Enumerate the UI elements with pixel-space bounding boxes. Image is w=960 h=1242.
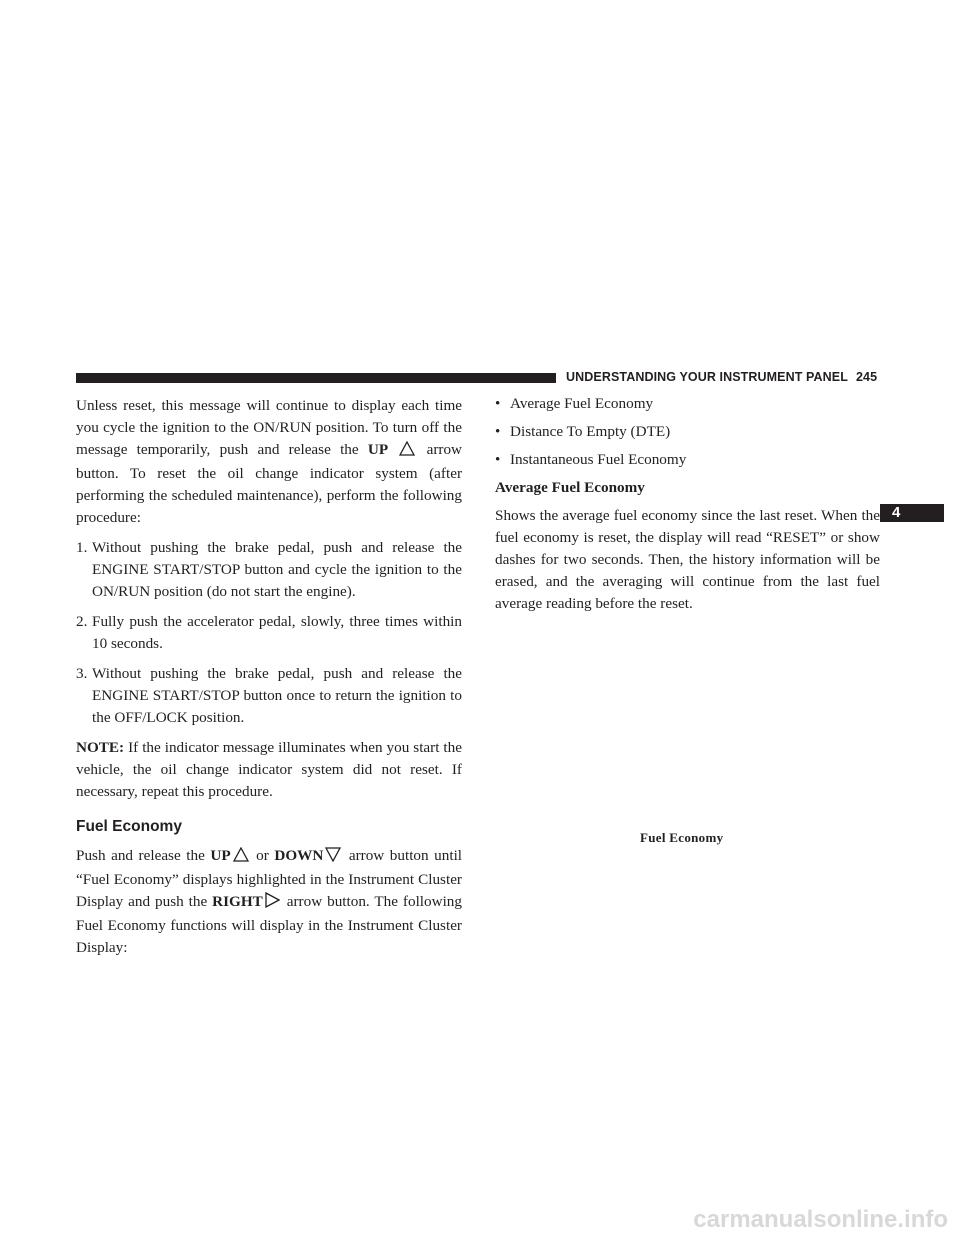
up-triangle-icon (233, 847, 249, 869)
fuel-functions-list (495, 393, 880, 471)
page-number: 245 (855, 370, 878, 384)
left-column (76, 395, 462, 959)
list-item: • Average Fuel Economy (495, 395, 654, 412)
intro-text-a: Unless reset, this message will continue to display each time you cycle the ignition to the ON/RUN position. To turn off the message temporarily, push and release the (76, 397, 462, 458)
chapter-tab: 4 (880, 504, 944, 522)
note-paragraph (76, 737, 462, 803)
note-label: NOTE: (76, 739, 125, 756)
list-item: • Distance To Empty (DTE) (495, 423, 671, 440)
list-item: 2. Fully push the accelerator pedal, slowly, three times within 10 seconds. (76, 613, 462, 652)
right-column (495, 393, 880, 615)
header-rule (76, 373, 556, 383)
list-item: 1. Without pushing the brake pedal, push and release the ENGINE START/STOP button and cycle the ignition to the ON/RUN position (do not start the engine). (76, 539, 462, 600)
average-fuel-economy-paragraph: Shows the average fuel economy since the last reset. When the fuel economy is reset, the display will read “RESET” or show dashes for two seconds. Then, the history information will be erased, and the averaging will continue from the last fuel average reading before the reset. (495, 507, 880, 612)
fuel-economy-paragraph: Push and release the UP or DOWN arrow button until “Fuel Economy” displays highlighted in the Instrument Cluster Display and push the RIGHT arrow button. The following Fuel Economy functions will display in the Instrument Cluster Display: (76, 847, 463, 956)
running-header (566, 370, 877, 384)
watermark: carmanualsonline.info (693, 1206, 948, 1233)
reset-steps (76, 537, 462, 729)
right-triangle-icon (265, 892, 280, 915)
intro-text-b: arrow button. To reset the oil change indicator system (after performing the scheduled maintenance), perform the following procedure: (76, 441, 463, 526)
down-triangle-icon (325, 847, 341, 869)
up-triangle-icon (399, 441, 415, 463)
list-item: • Instantaneous Fuel Economy (495, 451, 687, 468)
fuel-economy-heading: Fuel Economy (76, 818, 182, 835)
intro-paragraph (76, 395, 462, 529)
list-item: 3. Without pushing the brake pedal, push and release the ENGINE START/STOP button once to return the ignition to the OFF/LOCK position. (76, 665, 462, 726)
average-fuel-economy-heading: Average Fuel Economy (495, 479, 645, 496)
figure-caption: Fuel Economy (640, 830, 724, 845)
section-title: UNDERSTANDING YOUR INSTRUMENT PANEL (566, 370, 848, 384)
note-text: If the indicator message illuminates when you start the vehicle, the oil change indicator system did not reset. If necessary, repeat this procedure. (76, 739, 462, 800)
up-keyword: UP (367, 441, 389, 458)
